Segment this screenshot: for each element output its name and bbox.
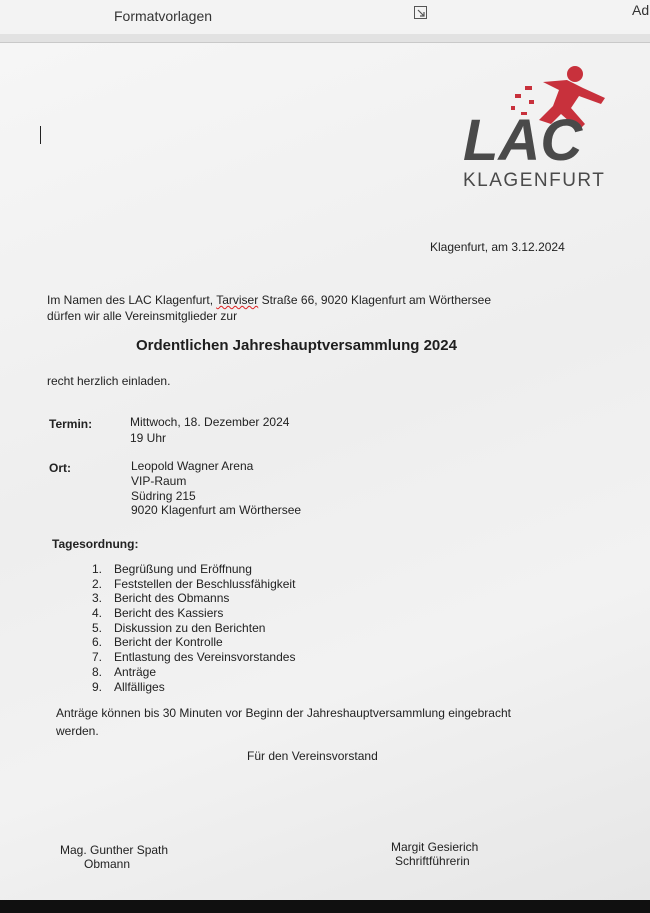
agenda-number: 1. <box>92 562 103 576</box>
agenda-list <box>92 562 295 694</box>
agenda-text: Entlastung des Vereinsvorstandes <box>114 650 296 665</box>
agenda-text: Diskussion zu den Berichten <box>114 620 266 635</box>
agenda-item <box>92 591 295 606</box>
date-line: Klagenfurt, am 3.12.2024 <box>430 240 565 254</box>
agenda-item <box>92 621 295 636</box>
closing-line: Für den Vereinsvorstand <box>247 749 378 763</box>
agenda-text: Bericht des Obmanns <box>114 591 230 606</box>
agenda-number: 3. <box>92 591 103 606</box>
intro-suffix: Straße 66, 9020 Klagenfurt am Wörthersee <box>261 293 492 307</box>
intro-prefix: Im Namen des LAC Klagenfurt, <box>47 293 214 307</box>
agenda-heading: Tagesordnung: <box>52 537 139 551</box>
agenda-item <box>92 665 295 680</box>
signer-left-name: Mag. Gunther Spath <box>60 843 169 857</box>
note-line-1: Anträge können bis 30 Minuten vor Beginn der Jahreshauptversammlung eingebracht <box>56 706 511 720</box>
agenda-item <box>92 650 295 665</box>
lac-klagenfurt-logo <box>455 60 620 195</box>
termin-label: Termin: <box>49 417 93 431</box>
agenda-item <box>92 562 295 577</box>
ruler-strip <box>0 34 650 43</box>
signer-right-name: Margit Gesierich <box>391 840 479 854</box>
termin-date: Mittwoch, 18. Dezember 2024 <box>130 415 290 429</box>
termin-time: 19 Uhr <box>130 431 167 445</box>
ort-line-4: 9020 Klagenfurt am Wörthersee <box>131 503 302 517</box>
intro-line-2: dürfen wir alle Vereinsmitglieder zur <box>47 309 238 323</box>
spellcheck-word: Tarviser <box>216 293 259 307</box>
agenda-number: 4. <box>92 606 103 621</box>
agenda-number: 8. <box>92 664 103 679</box>
agenda-text: Bericht der Kontrolle <box>114 635 223 650</box>
agenda-text: Anträge <box>114 664 157 679</box>
signer-left-role: Obmann <box>84 857 131 871</box>
ribbon-toolbar <box>0 0 650 35</box>
ort-line-2: VIP-Raum <box>131 474 187 488</box>
agenda-number: 6. <box>92 635 103 650</box>
note-line-2: werden. <box>56 724 99 738</box>
ort-line-3: Südring 215 <box>131 489 196 503</box>
logo-city: KLAGENFURT <box>463 170 606 191</box>
document-title: Ordentlichen Jahreshauptversammlung 2024 <box>136 337 457 354</box>
agenda-number: 5. <box>92 620 103 635</box>
dialog-launcher-icon[interactable] <box>414 6 427 19</box>
agenda-item <box>92 680 295 695</box>
intro-line-1 <box>47 293 491 307</box>
agenda-number: 7. <box>92 650 103 665</box>
text-cursor <box>40 126 41 144</box>
agenda-item <box>92 577 295 592</box>
agenda-text: Allfälliges <box>114 679 165 694</box>
ort-line-1: Leopold Wagner Arena <box>131 459 254 473</box>
agenda-item <box>92 635 295 650</box>
ribbon-edge-label: Ad <box>632 2 650 18</box>
agenda-number: 2. <box>92 576 103 591</box>
agenda-number: 9. <box>92 679 103 694</box>
ort-label: Ort: <box>49 461 71 475</box>
logo-letters: LAC <box>463 108 583 173</box>
styles-group-label: Formatvorlagen <box>114 8 213 24</box>
agenda-text: Begrüßung und Eröffnung <box>114 562 252 576</box>
agenda-text: Bericht des Kassiers <box>114 606 224 621</box>
screen-bottom-bezel <box>0 900 650 913</box>
agenda-item <box>92 606 295 621</box>
signer-right-role: Schriftführerin <box>395 854 470 868</box>
invite-line: recht herzlich einladen. <box>47 374 171 388</box>
agenda-text: Feststellen der Beschlussfähigkeit <box>114 576 296 591</box>
